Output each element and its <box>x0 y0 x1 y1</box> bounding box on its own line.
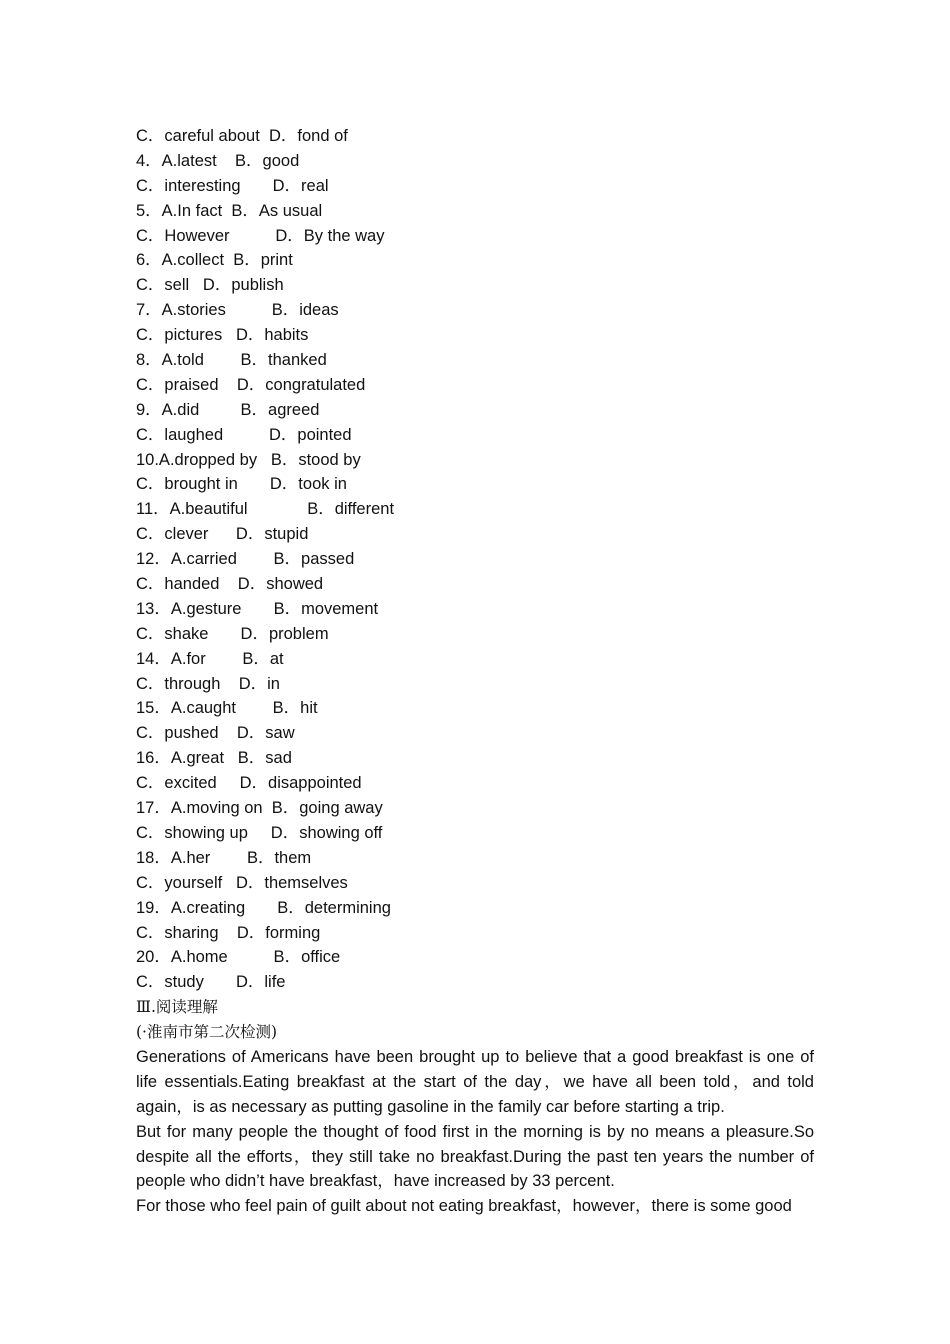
document-page <box>136 124 814 1219</box>
option-line: C．careful about D．fond of <box>136 127 348 145</box>
option-line: 13．A.gesture B．movement <box>136 599 379 618</box>
section-heading: Ⅲ.阅读理解 <box>136 998 218 1017</box>
source-note: (·淮南市第二次检测) <box>136 1023 278 1042</box>
passage-paragraph: For those who feel pain of guilt about not eating breakfast，however，there is some good <box>136 1197 792 1216</box>
option-line: 11．A.beautiful B．different <box>136 500 395 519</box>
option-line: 20．A.home B．office <box>136 948 341 967</box>
passage-paragraph: Generations of Americans have been brought up to believe that a good breakfast is one of life essentials.Eating breakfast at the start of the day，we have all been told，and told again，is as necessary as putting gasoline in the family car before starting a trip. <box>136 1047 814 1116</box>
option-line: 5．A.In fact B．As usual <box>136 201 323 220</box>
option-line: C．praised D．congratulated <box>136 375 366 394</box>
passage-paragraph: But for many people the thought of food first in the morning is by no means a pleasure.So despite all the efforts，they still take no breakfast.During the past ten years the number of people who didn’t have breakfast，have increased by 33 percent. <box>136 1122 814 1191</box>
answer-options-list <box>136 124 814 995</box>
option-line: C．yourself D．themselves <box>136 873 348 892</box>
option-line: C．However D．By the way <box>136 226 385 245</box>
option-line: 8．A.told B．thanked <box>136 351 327 370</box>
option-line: 19．A.creating B．determining <box>136 898 391 917</box>
option-line: C．pushed D．saw <box>136 724 295 743</box>
option-line: C．showing up D．showing off <box>136 823 383 842</box>
option-line: C．interesting D．real <box>136 176 329 195</box>
option-line: 16．A.great B．sad <box>136 749 292 768</box>
option-line: C．sell D．publish <box>136 276 284 295</box>
option-line: 4．A.latest B．good <box>136 151 300 170</box>
option-line: 18．A.her B．them <box>136 848 312 867</box>
option-line: C．shake D．problem <box>136 624 329 643</box>
reading-passage <box>136 1045 814 1219</box>
option-line: 10.A.dropped by B．stood by <box>136 450 361 469</box>
option-line: 15．A.caught B．hit <box>136 699 318 718</box>
option-line: C．brought in D．took in <box>136 475 347 494</box>
option-line: 9．A.did B．agreed <box>136 400 320 419</box>
option-line: 12．A.carried B．passed <box>136 550 355 569</box>
option-line: 6．A.collect B．print <box>136 251 293 270</box>
option-line: C．through D．in <box>136 674 280 693</box>
option-line: C．sharing D．forming <box>136 923 321 942</box>
option-line: C．laughed D．pointed <box>136 425 352 444</box>
option-line: C．excited D．disappointed <box>136 774 362 793</box>
option-line: C．handed D．showed <box>136 575 324 594</box>
option-line: C．clever D．stupid <box>136 525 309 544</box>
option-line: C．study D．life <box>136 973 286 992</box>
option-line: C．pictures D．habits <box>136 326 309 345</box>
option-line: 17．A.moving on B．going away <box>136 799 383 818</box>
option-line: 7．A.stories B．ideas <box>136 301 339 320</box>
option-line: 14．A.for B．at <box>136 649 284 668</box>
